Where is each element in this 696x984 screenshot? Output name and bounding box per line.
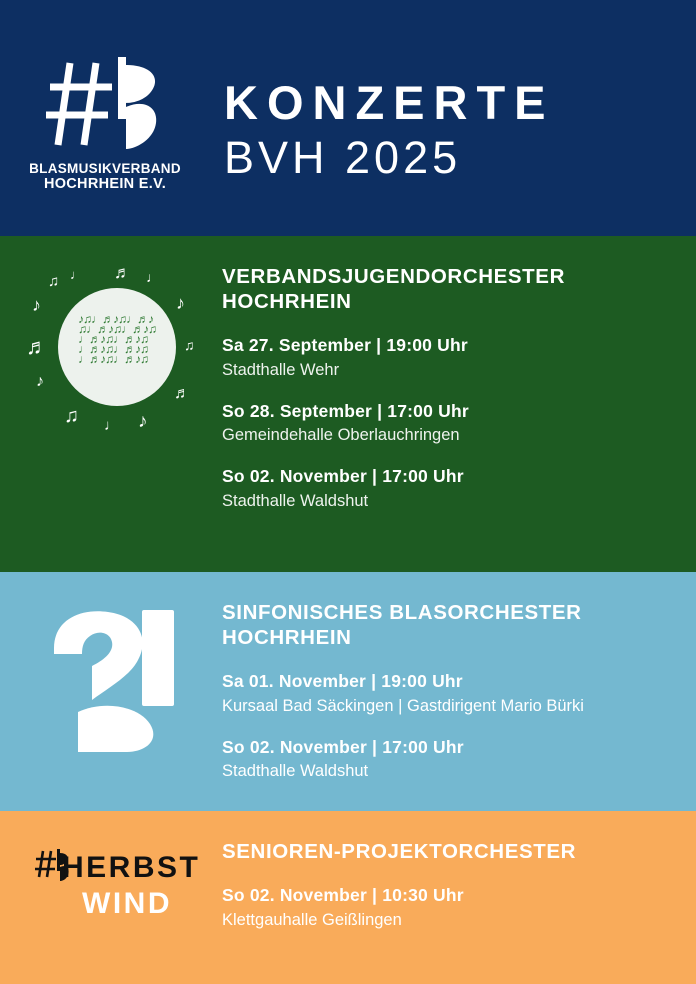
- event-venue: Kursaal Bad Säckingen | Gastdirigent Mario Bürki: [222, 696, 584, 715]
- sbh-two-mark-icon: [42, 604, 192, 754]
- section-verbandsjugendorchester: [0, 236, 696, 572]
- section-title: [222, 839, 672, 864]
- herbstwind-logo-icon: [34, 843, 206, 939]
- section-artwork: [0, 236, 222, 572]
- herbstwind-word2: WIND: [82, 887, 172, 920]
- event-datetime: Sa 01. November | 19:00 Uhr: [222, 671, 463, 691]
- section-title: [222, 264, 672, 314]
- event-datetime: So 02. November | 10:30 Uhr: [222, 885, 464, 905]
- section-title-line2: HOCHRHEIN: [222, 626, 352, 649]
- section-title-line1: SENIOREN-PROJEKTORCHESTER: [222, 840, 577, 863]
- event-item: [222, 334, 672, 382]
- event-datetime: So 28. September | 17:00 Uhr: [222, 400, 469, 421]
- music-notes-blob-icon: ♪♫♩♬♪♫♩♬♪♫♩♬♪♫♩♬♪♫♩♬♪♫♩♬♪♫♩♬♪♫♩♬♪♫♩♬♪♫♩♬♪♫ ♪ ♫ ♩ ♬ ♪ ♫ ♩ ♪ ♬ ♫ ♪ ♩ ♬: [26, 263, 195, 434]
- bvh-logo: [0, 0, 210, 236]
- section-artwork: [0, 811, 222, 984]
- event-item: [222, 400, 672, 448]
- event-venue: Stadthalle Waldshut: [222, 762, 369, 781]
- event-item: [222, 670, 672, 718]
- section-content: [222, 236, 696, 572]
- event-venue: Stadthalle Wehr: [222, 360, 340, 379]
- section-content: [222, 811, 696, 984]
- section-senioren-projektorchester: [0, 811, 696, 984]
- poster-header: [0, 0, 696, 236]
- bvh-logo-line2: HOCHRHEIN E.V.: [43, 176, 167, 193]
- event-datetime: Sa 27. September | 19:00 Uhr: [222, 335, 468, 355]
- section-title-line1: SINFONISCHES BLASORCHESTER: [222, 601, 582, 624]
- event-venue: Stadthalle Waldshut: [222, 492, 369, 511]
- event-venue: Gemeindehalle Oberlauchringen: [222, 426, 460, 445]
- header-titles: [210, 52, 555, 183]
- event-item: [222, 465, 672, 513]
- event-item: [222, 884, 672, 932]
- page-subtitle: BVH 2025: [224, 131, 462, 183]
- bvh-logo-line1: BLASMUSIKVERBAND: [29, 160, 181, 176]
- section-content: [222, 572, 696, 811]
- event-venue: Klettgauhalle Geißlingen: [222, 910, 402, 929]
- section-artwork: [0, 572, 222, 811]
- herbstwind-word1: HERBST: [62, 851, 201, 884]
- page-title: KONZERTE: [224, 76, 555, 130]
- bvh-monogram-icon: [40, 49, 170, 159]
- section-sinfonisches-blasorchester: [0, 572, 696, 811]
- section-title-line1: VERBANDSJUGENDORCHESTER: [222, 265, 565, 288]
- section-title: [222, 600, 672, 650]
- section-title-line2: HOCHRHEIN: [222, 290, 352, 313]
- event-datetime: So 02. November | 17:00 Uhr: [222, 466, 464, 487]
- event-item: [222, 736, 672, 784]
- event-datetime: So 02. November | 17:00 Uhr: [222, 736, 464, 757]
